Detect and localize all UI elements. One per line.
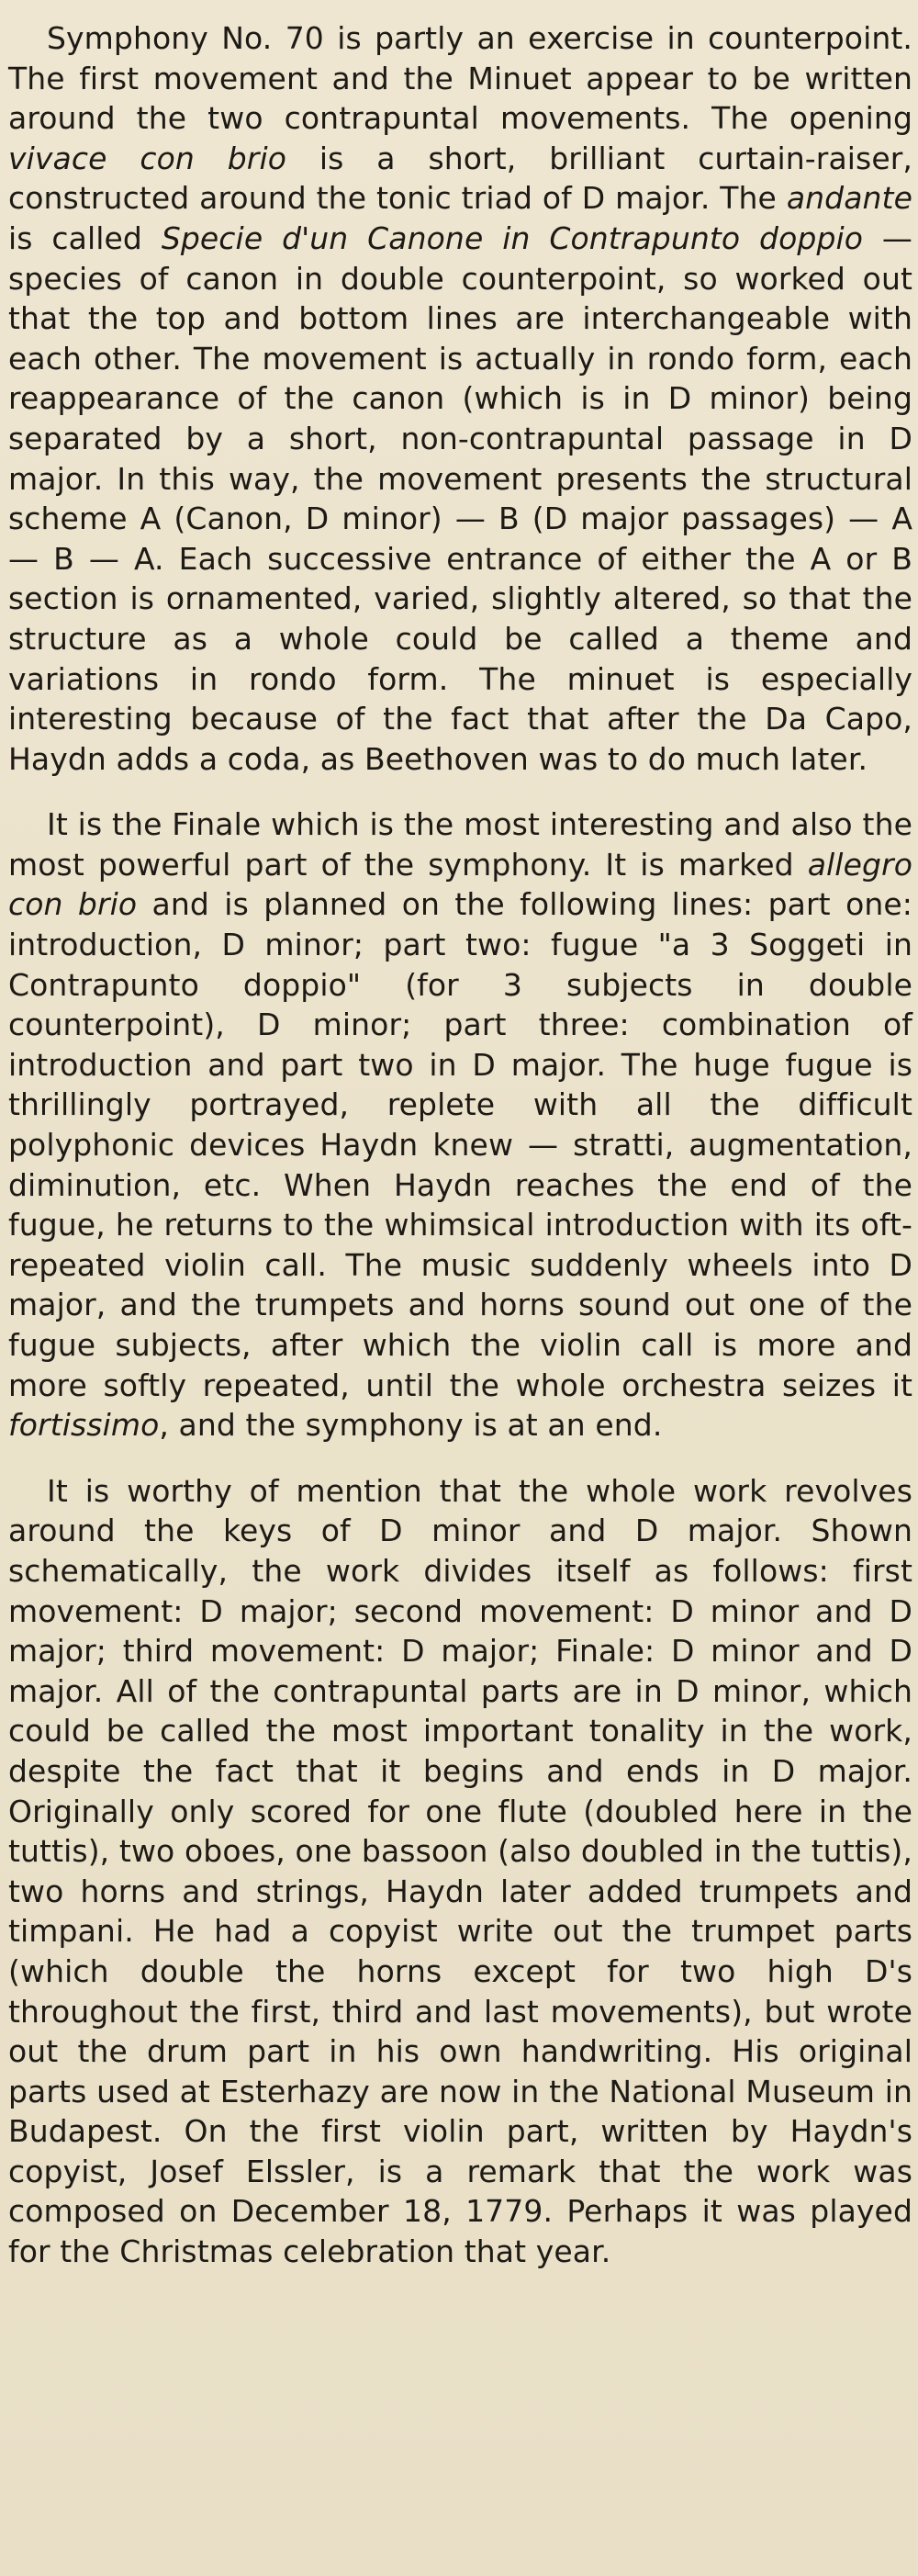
paragraph-2 — [8, 804, 912, 1445]
text-run: is called — [8, 219, 162, 256]
text-run: — species of canon in double counterpoint, so worked out that the top and bottom lines are interchangeable with each other. The movement is actually in rondo form, each reappearance of the canon (which is in D minor) being separated by a short, non-contrapuntal passage in D major. In this way, the movement presents the structural scheme A (Canon, D minor) — B (D major passages) — A — B — A. Each successive entrance of either the A or B section is ornamented, varied, slightly altered, so that the structure as a whole could be called a theme and variations in rondo form. The minuet is especially interesting because of the fact that after the Da Capo, Haydn adds a coda, as Beethoven was to do much later. — [8, 219, 912, 777]
italic-text-run: vivace con brio — [8, 140, 287, 176]
paragraph-3 — [8, 1471, 912, 2272]
italic-text-run: fortissimo — [8, 1407, 160, 1444]
text-run: is a short, brilliant curtain-raiser, constructed around the tonic triad of D major. The — [8, 140, 912, 217]
italic-text-run: andante — [786, 180, 912, 217]
text-run: Symphony No. 70 is partly an exercise in counterpoint. The first movement and the Minuet appear to be written around the two contrapuntal movements. The opening — [8, 20, 912, 137]
text-run: It is the Finale which is the most interesting and also the most powerful part of the symphony. It is marked — [8, 806, 912, 883]
text-run: , and the symphony is at an end. — [159, 1407, 663, 1444]
text-run: It is worthy of mention that the whole work revolves around the keys of D minor and D major. Shown schematically, the work divides itself as follows: first movement: D major; second movement: D minor and D major; third movement: D major; Finale: D minor and D major. All of the contrapuntal parts are in D minor, which could be called the most important tonality in the work, despite the fact that it begins and ends in D major. Originally only scored for one flute (doubled here in the tuttis), two oboes, one bassoon (also doubled in the tuttis), two horns and strings, Haydn later added trumpets and timpani. He had a copyist write out the trumpet parts (which double the horns except for two high D's throughout the first, third and last movements), but wrote out the drum part in his own handwriting. His original parts used at Esterhazy are now in the National Museum in Budapest. On the first violin part, written by Haydn's copyist, Josef Elssler, is a remark that the work was composed on December 18, 1779. Perhaps it was played for the Christmas celebration that year. — [8, 1472, 912, 2270]
text-run: and is planned on the following lines: part one: introduction, D minor; part two: fugue "a 3 Soggeti in Contrapunto doppio" (for 3 subjects in double counterpoint), D minor; part three: combination of introduction and part two in D major. The huge fugue is thrillingly portrayed, replete with all the difficult polyphonic devices Haydn knew — stratti, augmentation, diminution, etc. When Haydn reaches the end of the fugue, he returns to the whimsical introduction with its oft-repeated violin call. The music suddenly wheels into D major, and the trumpets and horns sound out one of the fugue subjects, after which the violin call is more and more softly repeated, until the whole orchestra seizes it — [8, 886, 912, 1403]
paragraph-1 — [8, 18, 912, 779]
italic-text-run: Specie d'un Canone in Contrapunto doppio — [161, 219, 864, 256]
italic-text-run: allegro con brio — [8, 846, 912, 923]
